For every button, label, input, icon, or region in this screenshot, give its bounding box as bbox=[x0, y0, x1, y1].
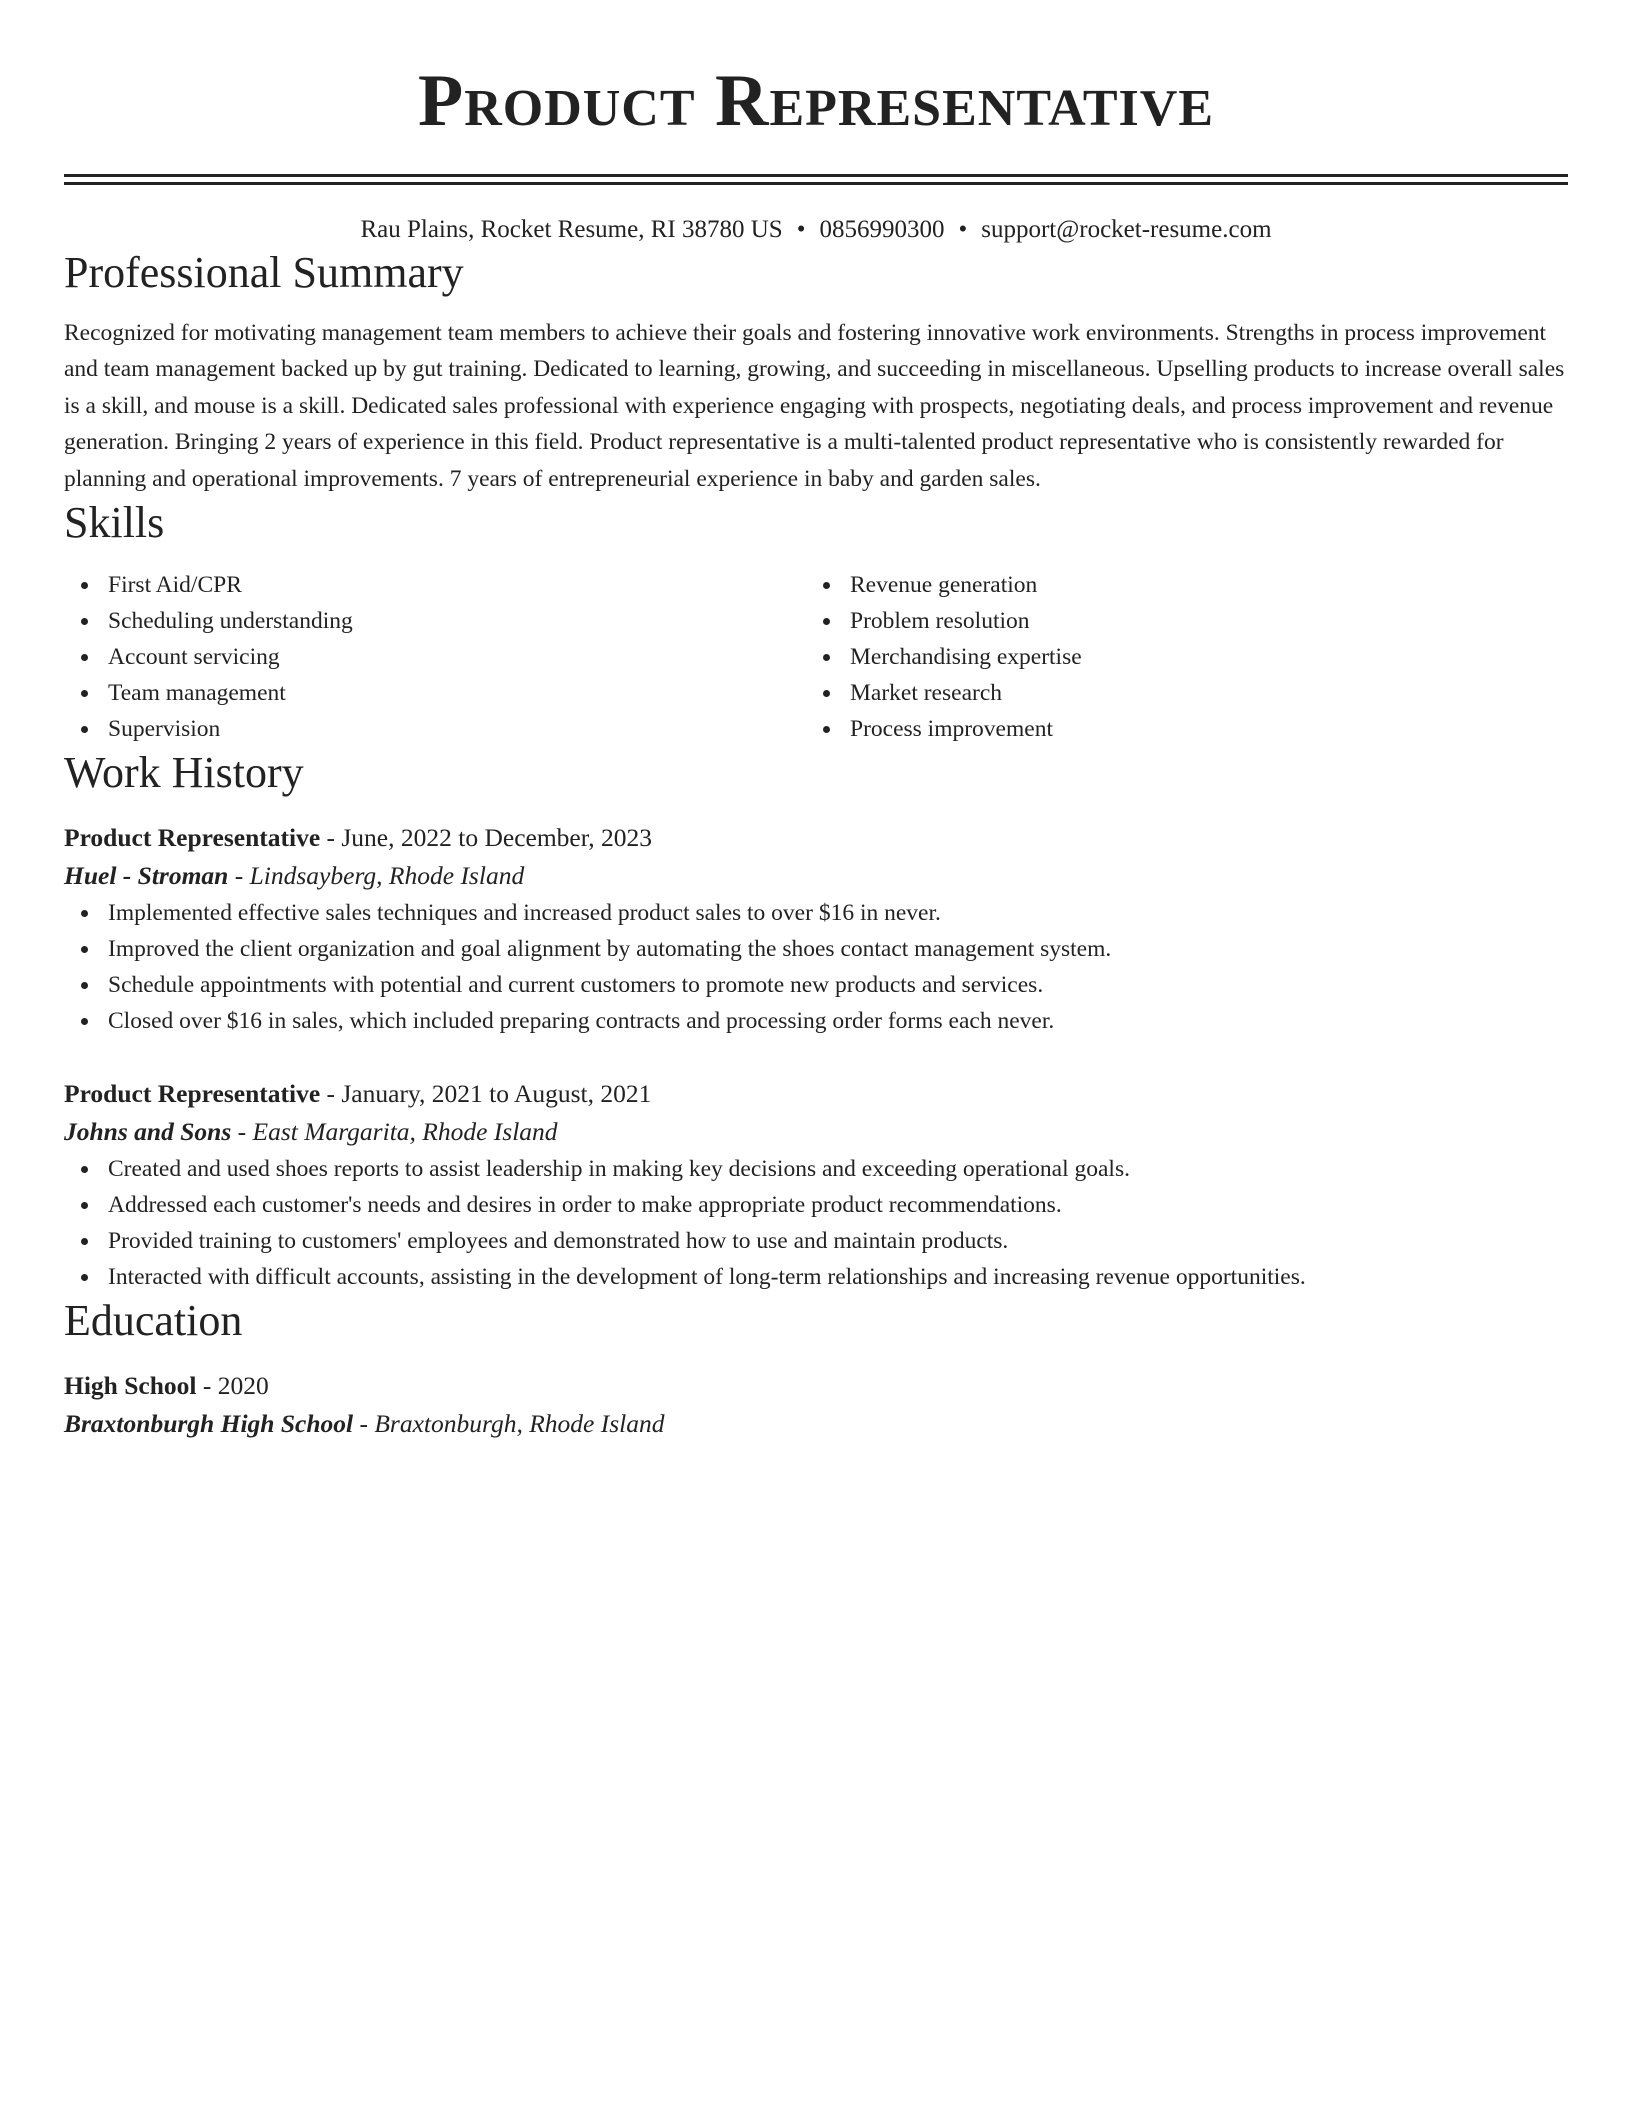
job-title: Product Representative bbox=[64, 1079, 321, 1109]
company-location: - East Margarita, Rhode Island bbox=[231, 1117, 558, 1147]
contact-separator: • bbox=[796, 216, 806, 243]
skill-item: First Aid/CPR bbox=[64, 567, 806, 603]
company-line bbox=[64, 1113, 1568, 1151]
contact-separator: • bbox=[958, 216, 968, 243]
school-name: Braxtonburgh High School bbox=[64, 1409, 354, 1439]
company-line bbox=[64, 857, 1568, 895]
contact-phone: 0856990300 bbox=[819, 216, 945, 243]
skill-item: Problem resolution bbox=[806, 603, 1548, 639]
skill-item: Revenue generation bbox=[806, 567, 1548, 603]
degree-name: High School bbox=[64, 1371, 197, 1401]
job-duty-item: Improved the client organization and goal alignment by automating the shoes contact management system. bbox=[64, 931, 1568, 967]
job-entry bbox=[64, 1075, 1568, 1295]
resume-title: Product Representative bbox=[418, 60, 1214, 142]
degree-line bbox=[64, 1367, 1568, 1405]
job-duty-item: Addressed each customer's needs and desires in order to make appropriate product recommendations. bbox=[64, 1187, 1568, 1223]
education-heading: Education bbox=[64, 1296, 243, 1346]
job-duty-item: Implemented effective sales techniques and increased product sales to over $16 in never. bbox=[64, 895, 1568, 931]
contact-address: Rau Plains, Rocket Resume, RI 38780 US bbox=[360, 216, 783, 243]
skill-item: Supervision bbox=[64, 711, 806, 747]
summary-heading: Professional Summary bbox=[64, 248, 464, 297]
job-duty-item: Schedule appointments with potential and current customers to promote new products and services. bbox=[64, 967, 1568, 1003]
job-duty-item: Closed over $16 in sales, which included preparing contracts and processing order forms each never. bbox=[64, 1003, 1568, 1039]
job-duty-item: Interacted with difficult accounts, assisting in the development of long-term relationships and increasing revenue opportunities. bbox=[64, 1259, 1568, 1295]
job-duties-list bbox=[64, 1151, 1568, 1295]
company-name: Johns and Sons bbox=[64, 1117, 232, 1147]
job-title-line bbox=[64, 819, 1568, 857]
company-name: Huel - Stroman bbox=[64, 861, 229, 891]
job-dates: - June, 2022 to December, 2023 bbox=[320, 823, 652, 853]
school-line bbox=[64, 1405, 1568, 1443]
job-title-line bbox=[64, 1075, 1568, 1113]
job-duty-item: Provided training to customers' employees and demonstrated how to use and maintain products. bbox=[64, 1223, 1568, 1259]
work-history-heading: Work History bbox=[64, 748, 304, 798]
school-location: - Braxtonburgh, Rhode Island bbox=[353, 1409, 665, 1439]
summary-text: Recognized for motivating management team members to achieve their goals and fostering innovative work environments. Strengths in process improvement and team management backed up by gut training. Dedicated to learning, growing, and succeeding in miscellaneous. Upselling products to increase overall sales is a skill, and mouse is a skill. Dedicated sales professional with experience engaging with prospects, negotiating deals, and process improvement and revenue generation. Bringing 2 years of experience in this field. Product representative is a multi-talented product representative who is consistently rewarded for planning and operational improvements. 7 years of entrepreneurial experience in baby and garden sales. bbox=[64, 320, 1565, 492]
graduation-year: - 2020 bbox=[196, 1371, 269, 1401]
title-double-rule bbox=[64, 174, 1568, 185]
job-entry bbox=[64, 819, 1568, 1039]
job-duty-item: Created and used shoes reports to assist leadership in making key decisions and exceeding operational goals. bbox=[64, 1151, 1568, 1187]
skill-item: Process improvement bbox=[806, 711, 1548, 747]
company-location: - Lindsayberg, Rhode Island bbox=[228, 861, 525, 891]
skill-item: Scheduling understanding bbox=[64, 603, 806, 639]
skills-heading: Skills bbox=[64, 498, 165, 548]
skill-item: Merchandising expertise bbox=[806, 639, 1548, 675]
job-dates: - January, 2021 to August, 2021 bbox=[320, 1079, 652, 1109]
contact-line bbox=[64, 213, 1568, 247]
job-title: Product Representative bbox=[64, 823, 321, 853]
skills-left-column bbox=[64, 567, 806, 747]
skill-item: Market research bbox=[806, 675, 1548, 711]
skill-item: Team management bbox=[64, 675, 806, 711]
contact-email: support@rocket-resume.com bbox=[981, 216, 1272, 243]
job-duties-list bbox=[64, 895, 1568, 1039]
education-entry bbox=[64, 1367, 1568, 1443]
skills-columns bbox=[64, 567, 1568, 747]
skill-item: Account servicing bbox=[64, 639, 806, 675]
skills-right-column bbox=[806, 567, 1548, 747]
